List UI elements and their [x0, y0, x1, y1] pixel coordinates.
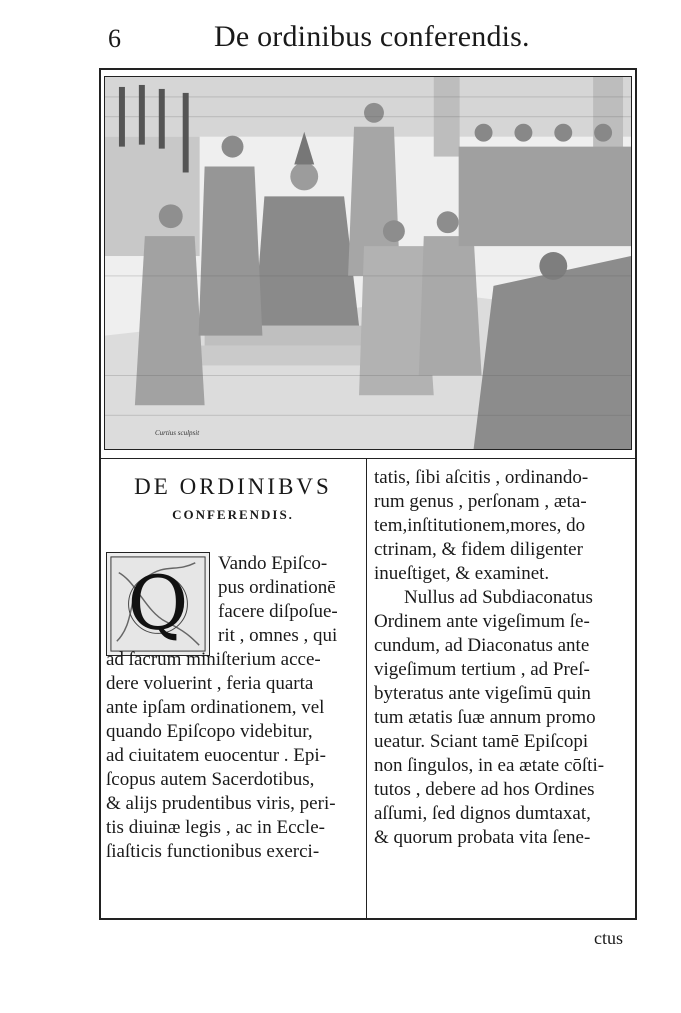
text-line: tem,inſtitutionem,mores, do [374, 515, 586, 536]
text-line: pus ordinationē [218, 577, 336, 598]
catchword: ctus [594, 928, 623, 948]
text-line: Ordinem ante vigeſimum ſe- [374, 611, 590, 632]
text-line: vigeſimum tertium , ad Preſ- [374, 659, 590, 680]
section-subheading: CONFERENDIS. [172, 507, 294, 522]
engraver-signature: Curtius sculpsit [155, 429, 200, 437]
text-line: inueſtiget, & examinet. [374, 563, 550, 584]
page-number: 6 [108, 24, 121, 53]
right-column [374, 466, 636, 850]
text-line: ad ciuitatem euocentur . Epi- [106, 745, 326, 766]
left-body-text [106, 552, 360, 864]
text-line: tatis, ſibi aſcitis , ordinando- [374, 467, 589, 488]
text-line: ctrinam, & fidem diligenter [374, 539, 583, 560]
text-line: & quorum probata vita ſene- [374, 827, 591, 848]
text-line: tum ætatis ſuæ annum promo [374, 707, 596, 728]
text-line: non ſingulos, in ea ætate cōſti- [374, 755, 605, 776]
text-line: Nullus ad Subdiaconatus [404, 587, 593, 608]
text-line: facere diſpoſue- [218, 601, 338, 622]
horizontal-rule [99, 458, 637, 459]
text-line: ante ipſam ordinationem, vel [106, 697, 325, 718]
section-heading: DE ORDINIBVS [134, 474, 332, 499]
text-line: ad ſacrum miniſterium acce- [106, 649, 321, 670]
text-line: ſiaſticis functionibus exerci- [106, 841, 320, 862]
initial-letter: Q [127, 561, 189, 647]
text-line: dere voluerint , feria quarta [106, 673, 314, 694]
text-line: tutos , debere ad hos Ordines [374, 779, 595, 800]
engraving-illustration [104, 76, 632, 450]
text-line: ueatur. Sciant tamē Epiſcopi [374, 731, 589, 752]
left-column [106, 472, 360, 862]
text-line: ſcopus autem Sacerdotibus, [106, 769, 315, 790]
text-line: byteratus ante vigeſimū quin [374, 683, 591, 704]
text-line: Vando Epiſco- [218, 553, 328, 574]
running-title: De ordinibus conferendis. [214, 20, 530, 53]
text-line: rit , omnes , qui [218, 625, 338, 646]
column-divider [366, 458, 367, 920]
text-line: & alijs prudentibus viris, peri- [106, 793, 336, 814]
text-line: cundum, ad Diaconatus ante [374, 635, 590, 656]
text-line: tis diuinæ legis , ac in Eccle- [106, 817, 325, 838]
text-line: quando Epiſcopo videbitur, [106, 721, 313, 742]
ordination-scene-image [105, 77, 631, 449]
text-line: rum genus , perſonam , æta- [374, 491, 587, 512]
text-line: aſſumi, ſed dignos dumtaxat, [374, 803, 591, 824]
